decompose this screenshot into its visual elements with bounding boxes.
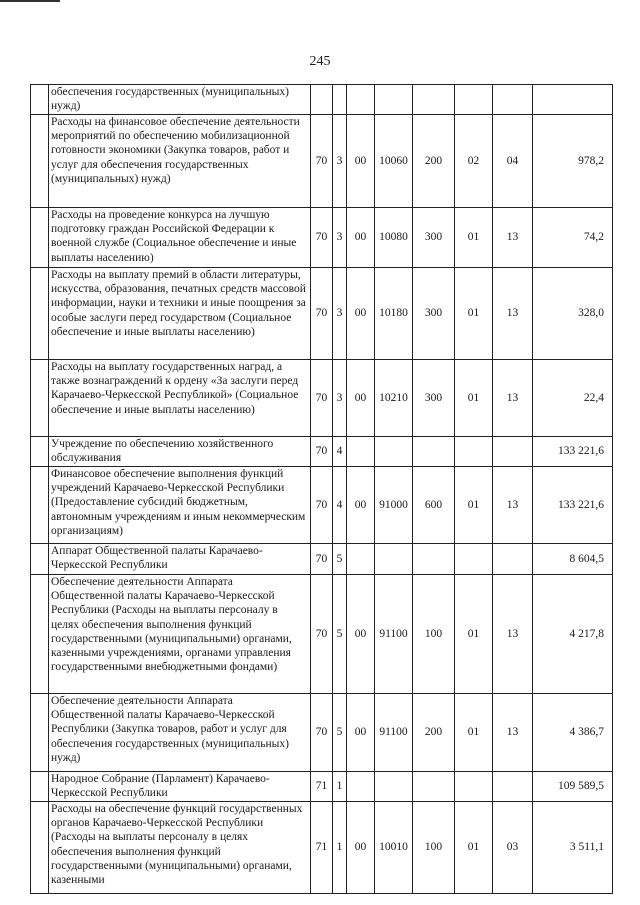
expense-description: Учреждение по обеспечению хозяйственного обслуживания bbox=[49, 437, 311, 467]
code-cell bbox=[413, 85, 455, 115]
code-cell: 01 bbox=[455, 467, 493, 544]
expense-description: Расходы на выплату премий в области литературы, искусства, образования, печатных средств массовой информации, науки и техники и иные поощрения за особые заслуги перед государством (Социальное обеспечение и иные выплаты населению) bbox=[49, 268, 311, 360]
code-cell: 10180 bbox=[375, 268, 413, 360]
code-cell bbox=[347, 772, 375, 802]
code-cell bbox=[347, 544, 375, 575]
expense-description: Финансовое обеспечение выполнения функций учреждений Карачаево-Черкесской Республики (Предоставление субсидий бюджетным, автономным учреждениям и иным некоммерческим организациям) bbox=[49, 467, 311, 544]
amount-cell: 978,2 bbox=[533, 115, 613, 208]
code-cell: 13 bbox=[493, 694, 533, 772]
top-rule bbox=[0, 0, 60, 2]
table-row bbox=[31, 268, 613, 360]
code-cell: 13 bbox=[493, 575, 533, 694]
table-row bbox=[31, 467, 613, 544]
code-cell: 300 bbox=[413, 360, 455, 437]
code-cell: 4 bbox=[333, 467, 347, 544]
code-cell bbox=[493, 772, 533, 802]
amount-cell: 74,2 bbox=[533, 208, 613, 268]
row-marker-cell bbox=[31, 360, 49, 437]
expense-description: Аппарат Общественной палаты Карачаево-Черкесской Республики bbox=[49, 544, 311, 575]
expense-description: Расходы на обеспечение функций государственных органов Карачаево-Черкесской Республики (Расходы на выплаты персоналу в целях обеспечения выполнения функций государственными (муниципальными) органами, казенными bbox=[49, 802, 311, 894]
expense-description: Обеспечение деятельности Аппарата Общественной палаты Карачаево-Черкесской Республики (Расходы на выплаты персоналу в целях обеспечения выполнения функций государственными (муниципальными) органами, казенными учреждениями, органами управления государственными внебюджетными фондами) bbox=[49, 575, 311, 694]
code-cell bbox=[375, 85, 413, 115]
code-cell: 5 bbox=[333, 575, 347, 694]
code-cell: 70 bbox=[311, 694, 333, 772]
code-cell: 10060 bbox=[375, 115, 413, 208]
amount-cell: 3 511,1 bbox=[533, 802, 613, 894]
row-marker-cell bbox=[31, 544, 49, 575]
code-cell: 02 bbox=[455, 115, 493, 208]
code-cell bbox=[347, 85, 375, 115]
code-cell: 70 bbox=[311, 437, 333, 467]
code-cell: 00 bbox=[347, 268, 375, 360]
code-cell: 13 bbox=[493, 360, 533, 437]
amount-cell: 22,4 bbox=[533, 360, 613, 437]
row-marker-cell bbox=[31, 802, 49, 894]
code-cell bbox=[375, 544, 413, 575]
row-marker-cell bbox=[31, 208, 49, 268]
code-cell: 200 bbox=[413, 115, 455, 208]
code-cell: 70 bbox=[311, 268, 333, 360]
code-cell: 03 bbox=[493, 802, 533, 894]
code-cell bbox=[413, 437, 455, 467]
table-row bbox=[31, 802, 613, 894]
code-cell: 01 bbox=[455, 802, 493, 894]
code-cell bbox=[493, 544, 533, 575]
expense-description: Обеспечение деятельности Аппарата Общественной палаты Карачаево-Черкесской Республики (Закупка товаров, работ и услуг для обеспечения государственных (муниципальных) нужд) bbox=[49, 694, 311, 772]
code-cell: 3 bbox=[333, 360, 347, 437]
code-cell: 100 bbox=[413, 802, 455, 894]
code-cell: 600 bbox=[413, 467, 455, 544]
code-cell: 01 bbox=[455, 694, 493, 772]
table-row bbox=[31, 437, 613, 467]
code-cell bbox=[311, 85, 333, 115]
code-cell: 01 bbox=[455, 575, 493, 694]
code-cell: 3 bbox=[333, 268, 347, 360]
code-cell: 13 bbox=[493, 208, 533, 268]
amount-cell bbox=[533, 85, 613, 115]
row-marker-cell bbox=[31, 85, 49, 115]
code-cell: 4 bbox=[333, 437, 347, 467]
row-marker-cell bbox=[31, 575, 49, 694]
code-cell bbox=[493, 85, 533, 115]
amount-cell: 4 386,7 bbox=[533, 694, 613, 772]
expense-description: Расходы на проведение конкурса на лучшую подготовку граждан Российской Федерации к военной службе (Социальное обеспечение и иные выплаты населению) bbox=[49, 208, 311, 268]
code-cell: 01 bbox=[455, 208, 493, 268]
code-cell bbox=[375, 437, 413, 467]
page-number: 245 bbox=[309, 54, 331, 69]
budget-table bbox=[30, 84, 613, 894]
amount-cell: 133 221,6 bbox=[533, 437, 613, 467]
table-row bbox=[31, 115, 613, 208]
table-row bbox=[31, 544, 613, 575]
code-cell: 3 bbox=[333, 115, 347, 208]
code-cell: 70 bbox=[311, 467, 333, 544]
code-cell: 5 bbox=[333, 544, 347, 575]
code-cell: 70 bbox=[311, 115, 333, 208]
row-marker-cell bbox=[31, 694, 49, 772]
code-cell: 5 bbox=[333, 694, 347, 772]
code-cell bbox=[375, 772, 413, 802]
code-cell: 91000 bbox=[375, 467, 413, 544]
row-marker-cell bbox=[31, 115, 49, 208]
code-cell: 00 bbox=[347, 208, 375, 268]
expense-description: Расходы на выплату государственных наград, а также вознаграждений к ордену «За заслуги перед Карачаево-Черкесской Республикой» (Социальное обеспечение и иные выплаты населению) bbox=[49, 360, 311, 437]
row-marker-cell bbox=[31, 467, 49, 544]
row-marker-cell bbox=[31, 268, 49, 360]
code-cell bbox=[333, 85, 347, 115]
code-cell: 70 bbox=[311, 360, 333, 437]
code-cell: 1 bbox=[333, 772, 347, 802]
code-cell: 01 bbox=[455, 360, 493, 437]
code-cell: 10080 bbox=[375, 208, 413, 268]
code-cell bbox=[347, 437, 375, 467]
code-cell: 70 bbox=[311, 544, 333, 575]
table-row bbox=[31, 575, 613, 694]
row-marker-cell bbox=[31, 437, 49, 467]
code-cell: 00 bbox=[347, 467, 375, 544]
code-cell: 04 bbox=[493, 115, 533, 208]
code-cell: 70 bbox=[311, 575, 333, 694]
code-cell: 00 bbox=[347, 575, 375, 694]
code-cell: 70 bbox=[311, 208, 333, 268]
code-cell: 13 bbox=[493, 467, 533, 544]
table-row bbox=[31, 360, 613, 437]
code-cell: 71 bbox=[311, 772, 333, 802]
row-marker-cell bbox=[31, 772, 49, 802]
amount-cell: 328,0 bbox=[533, 268, 613, 360]
table-row bbox=[31, 772, 613, 802]
table-row bbox=[31, 85, 613, 115]
code-cell: 00 bbox=[347, 360, 375, 437]
code-cell: 300 bbox=[413, 208, 455, 268]
code-cell: 3 bbox=[333, 208, 347, 268]
code-cell bbox=[413, 772, 455, 802]
code-cell bbox=[493, 437, 533, 467]
code-cell: 200 bbox=[413, 694, 455, 772]
table-row bbox=[31, 694, 613, 772]
expense-description: Народное Собрание (Парламент) Карачаево-Черкесской Республики bbox=[49, 772, 311, 802]
code-cell: 00 bbox=[347, 802, 375, 894]
code-cell bbox=[455, 437, 493, 467]
code-cell: 300 bbox=[413, 268, 455, 360]
table-row bbox=[31, 208, 613, 268]
code-cell: 01 bbox=[455, 268, 493, 360]
code-cell bbox=[455, 772, 493, 802]
code-cell: 10210 bbox=[375, 360, 413, 437]
code-cell: 00 bbox=[347, 115, 375, 208]
code-cell: 100 bbox=[413, 575, 455, 694]
code-cell: 13 bbox=[493, 268, 533, 360]
expense-description: Расходы на финансовое обеспечение деятельности мероприятий по обеспечению мобилизационной готовности экономики (Закупка товаров, работ и услуг для обеспечения государственных (муниципальных) нужд) bbox=[49, 115, 311, 208]
code-cell: 91100 bbox=[375, 694, 413, 772]
amount-cell: 109 589,5 bbox=[533, 772, 613, 802]
code-cell: 91100 bbox=[375, 575, 413, 694]
code-cell: 71 bbox=[311, 802, 333, 894]
code-cell bbox=[455, 544, 493, 575]
amount-cell: 8 604,5 bbox=[533, 544, 613, 575]
code-cell: 1 bbox=[333, 802, 347, 894]
amount-cell: 133 221,6 bbox=[533, 467, 613, 544]
code-cell bbox=[413, 544, 455, 575]
code-cell bbox=[455, 85, 493, 115]
code-cell: 10010 bbox=[375, 802, 413, 894]
amount-cell: 4 217,8 bbox=[533, 575, 613, 694]
expense-description: обеспечения государственных (муниципальных) нужд) bbox=[49, 85, 311, 115]
code-cell: 00 bbox=[347, 694, 375, 772]
